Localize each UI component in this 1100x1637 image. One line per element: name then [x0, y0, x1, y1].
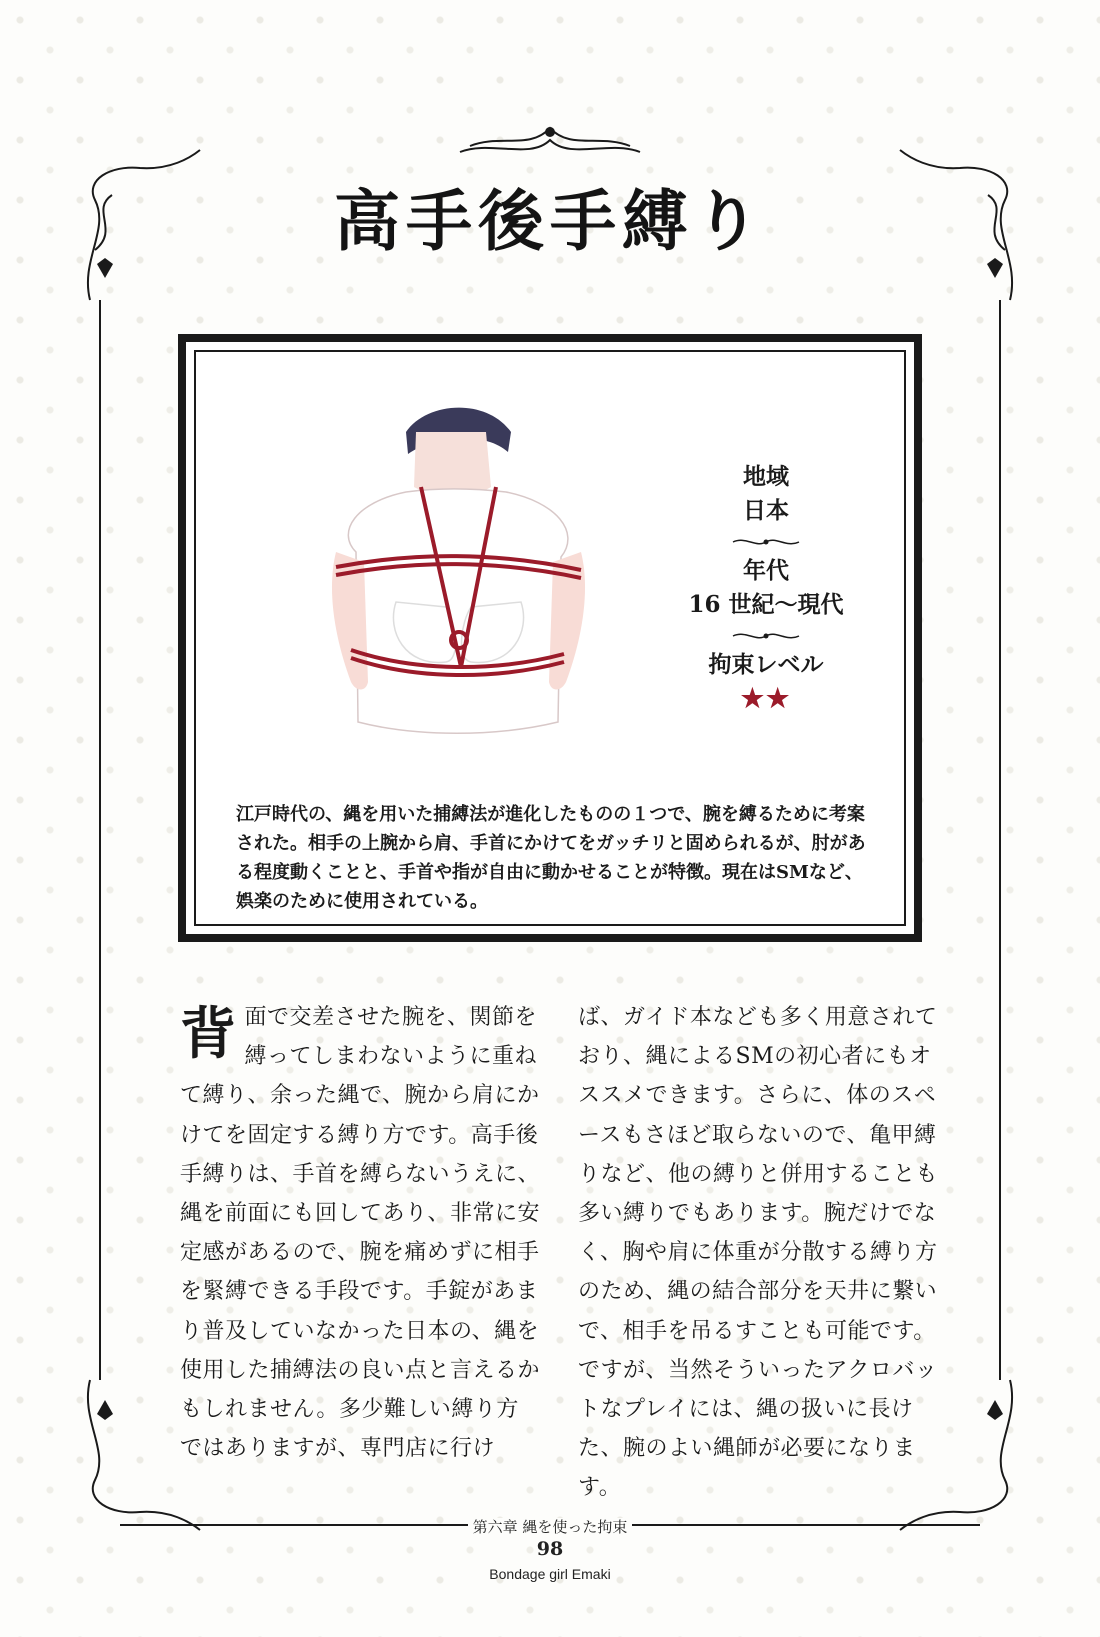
footer-chapter	[0, 1516, 1100, 1537]
restraint-level-label: 拘束レベル	[708, 651, 824, 678]
page-number: 98	[536, 1538, 564, 1560]
body-column-left	[180, 998, 540, 1468]
region-label: 地域	[743, 463, 789, 490]
info-box-inner-border	[194, 350, 906, 926]
dropcap: 背	[180, 1001, 237, 1067]
body-column-right	[578, 998, 938, 1508]
body-text-right: ば、ガイド本なども多く用意されており、縄によるSMの初心者にもオススメできます。さらに、体のスペースもさほど取らないので、亀甲縛りなど、他の縛りと併用することも多い縛りでもあります。腕だけでなく、胸や肩に体重が分散する縛り方のため、縄の結合部分を天井に繋いで、相手を吊るすことも可能です。ですが、当然そういったアクロバットなプレイには、縄の扱いに長けた、腕のよい縄師が必要になります。	[578, 1005, 939, 1501]
tied-figure-illustration	[296, 392, 606, 752]
info-box	[178, 334, 922, 942]
restraint-level-stars: ★★	[740, 684, 792, 714]
info-column	[666, 460, 866, 716]
body-text-left: 面で交差させた腕を、関節を縛ってしまわないように重ねて縛り、余った縄で、腕から肩にかけてを固定する縛り方です。高手後手縛りは、手首を縛らないうえに、縄を前面にも回してあり、非常に安定感があるので、腕を痛めずに相手を緊縛できる手段です。手錠があまり普及していなかった日本の、縄を使用した捕縛法の良い点と言えるかもしれません。多少難しい縛り方ではありますが、専門店に行け	[180, 1005, 541, 1462]
divider-ornament	[731, 536, 801, 548]
region-value: 日本	[743, 497, 789, 524]
era-label: 年代	[743, 557, 789, 584]
book-title: Bondage girl Emaki	[489, 1566, 611, 1582]
divider-ornament	[731, 630, 801, 642]
era-value: 16 世紀〜現代	[688, 591, 844, 618]
illustration-caption: 江戸時代の、縄を用いた捕縛法が進化したものの１つで、腕を縛るために考案された。相手の上腕から肩、手首にかけてをガッチリと固められるが、肘がある程度動くことと、手首や指が自由に動かせることが特徴。現在はSMなど、娯楽のために使用されている。	[236, 804, 866, 912]
chapter-title: 第六章 縄を使った拘束	[469, 1518, 632, 1536]
page-title: 高手後手縛り	[334, 182, 766, 260]
